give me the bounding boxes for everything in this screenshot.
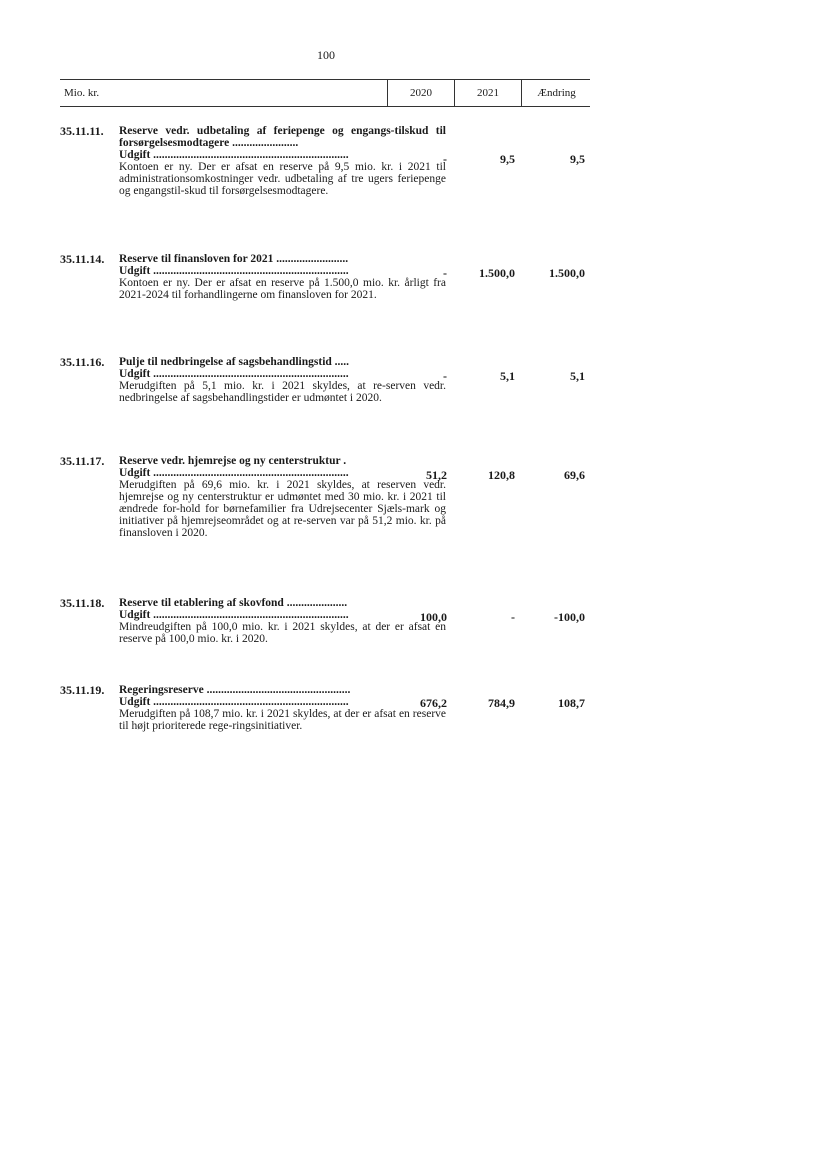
account-number: 35.11.18. bbox=[60, 596, 105, 610]
entry-note: Merudgiften på 69,6 mio. kr. i 2021 skyldes, at reserven vedr. hjemrejse og ny centerstruktur er udmøntet med 30 mio. kr. i 2021 til ændrede for-hold for børnefamilier fra Udrejsecenter Sjæls-mark og initiativer på hjemrejseområdet og at re-serven var på 51,2 mio. kr. på finansloven i 2020. bbox=[119, 479, 446, 539]
value-2021: 784,9 bbox=[488, 696, 515, 710]
entry-subtitle: Udgift .................................................................... bbox=[119, 368, 349, 380]
entry-title: Reserve til etablering af skovfond ..................... bbox=[119, 597, 348, 609]
entry-note: Kontoen er ny. Der er afsat en reserve på 9,5 mio. kr. i 2021 til administrationsomkostninger vedr. udbetaling af tre ugers feriepenge og engangstil-skud til forsørgelsesmodtagere. bbox=[119, 161, 446, 197]
value-2020: - bbox=[443, 369, 447, 383]
entry-subtitle: Udgift .................................................................... bbox=[119, 696, 349, 708]
entry-title: Reserve til finansloven for 2021 ......................... bbox=[119, 253, 349, 265]
value-change: 69,6 bbox=[564, 468, 585, 482]
value-2021: 5,1 bbox=[500, 369, 515, 383]
unit-label: Mio. kr. bbox=[64, 87, 100, 99]
entry-note: Merudgiften på 108,7 mio. kr. i 2021 skyldes, at der er afsat en reserve til højt prioriterede rege-ringsinitiativer. bbox=[119, 708, 446, 732]
entry-subtitle: Udgift .................................................................... bbox=[119, 467, 349, 479]
value-change: 1.500,0 bbox=[549, 266, 585, 280]
value-2020: - bbox=[443, 152, 447, 166]
value-2021: 120,8 bbox=[488, 468, 515, 482]
entry-subtitle: Udgift .................................................................... bbox=[119, 609, 349, 621]
value-2020: - bbox=[443, 266, 447, 280]
value-2020: 100,0 bbox=[420, 610, 447, 624]
entry-title: Regeringsreserve .................................................. bbox=[119, 684, 351, 696]
value-2021: 9,5 bbox=[500, 152, 515, 166]
column-header-2020: 2020 bbox=[387, 80, 454, 106]
account-number: 35.11.17. bbox=[60, 454, 105, 468]
value-2021: - bbox=[511, 610, 515, 624]
account-number: 35.11.11. bbox=[60, 124, 104, 138]
account-number: 35.11.16. bbox=[60, 355, 105, 369]
entry-title: Pulje til nedbringelse af sagsbehandlingstid ..... bbox=[119, 356, 350, 368]
entry-title: Reserve vedr. hjemrejse og ny centerstruktur . bbox=[119, 455, 347, 467]
page-number: 100 bbox=[317, 48, 335, 62]
value-change: 9,5 bbox=[570, 152, 585, 166]
entry-subtitle: Udgift .................................................................... bbox=[119, 265, 349, 277]
entry-note: Mindreudgiften på 100,0 mio. kr. i 2021 skyldes, at der er afsat en reserve på 100,0 mio. kr. i 2020. bbox=[119, 621, 446, 645]
entry-body bbox=[119, 455, 446, 539]
table-header bbox=[60, 79, 590, 107]
value-2020: 676,2 bbox=[420, 696, 447, 710]
column-header-change: Ændring bbox=[521, 80, 591, 106]
value-change: -100,0 bbox=[554, 610, 585, 624]
value-2020: 51,2 bbox=[426, 468, 447, 482]
entry-subtitle: Udgift .................................................................... bbox=[119, 149, 349, 161]
value-change: 5,1 bbox=[570, 369, 585, 383]
account-number: 35.11.14. bbox=[60, 252, 105, 266]
value-2021: 1.500,0 bbox=[479, 266, 515, 280]
entry-note: Kontoen er ny. Der er afsat en reserve på 1.500,0 mio. kr. årligt fra 2021-2024 til forhandlingerne om finansloven for 2021. bbox=[119, 277, 446, 301]
value-change: 108,7 bbox=[558, 696, 585, 710]
column-header-2021: 2021 bbox=[454, 80, 521, 106]
entry-title: Reserve vedr. udbetaling af feriepenge og engangs-tilskud til forsørgelsesmodtagere ....................... bbox=[119, 125, 446, 149]
account-number: 35.11.19. bbox=[60, 683, 105, 697]
entry-note: Merudgiften på 5,1 mio. kr. i 2021 skyldes, at re-serven vedr. nedbringelse af sagsbehandlingstider er udmøntet i 2020. bbox=[119, 380, 446, 404]
